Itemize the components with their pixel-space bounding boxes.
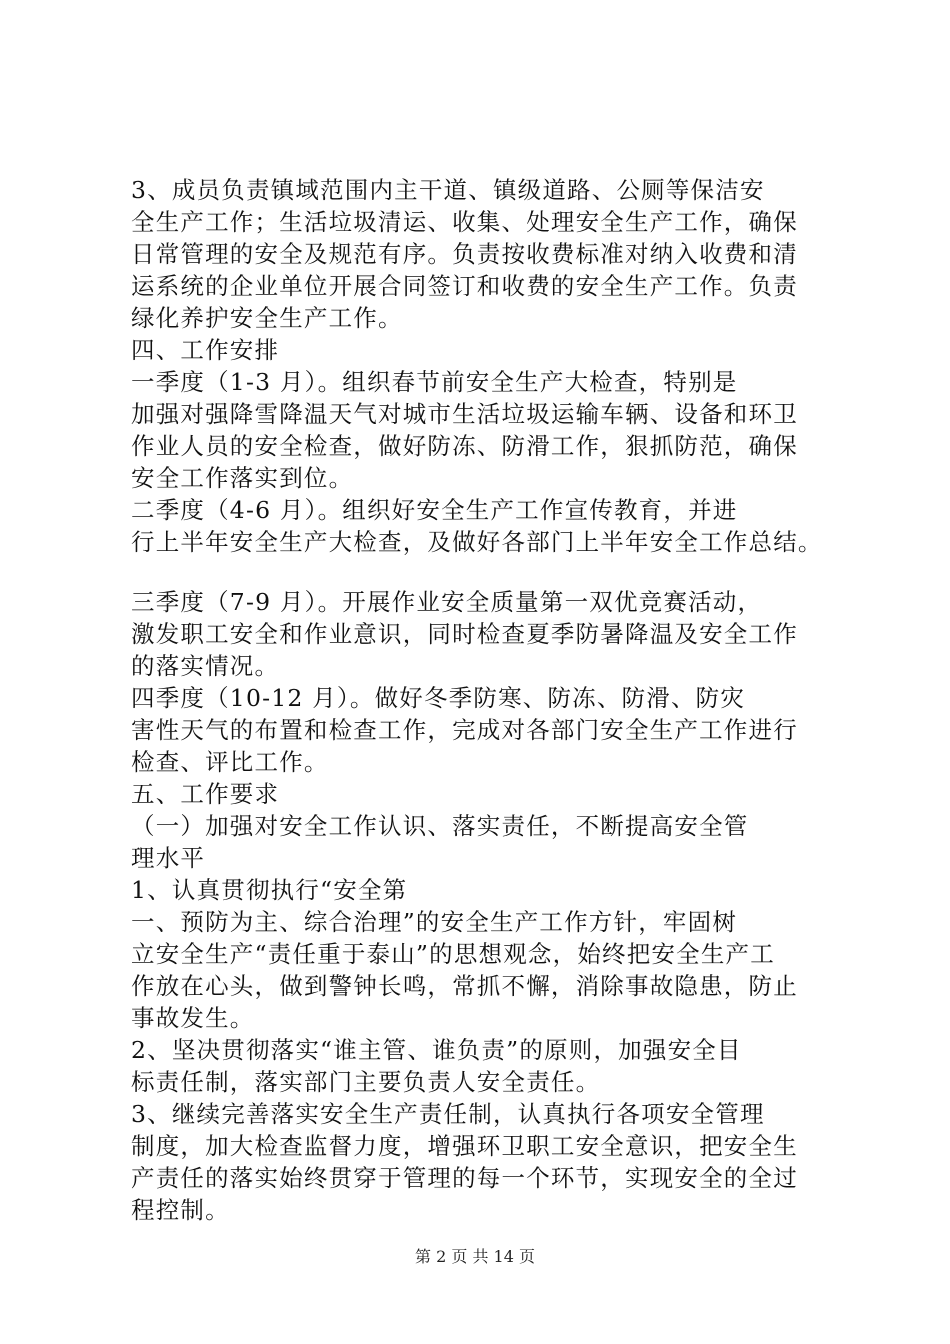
- text-line: 1、认真贯彻执行“安全第: [131, 876, 408, 904]
- text-line: 3、成员负责镇域范围内主干道、镇级道路、公厕等保洁安: [131, 176, 765, 204]
- text-line: 日常管理的安全及规范有序。负责按收费标准对纳入收费和清: [131, 240, 798, 268]
- text-line: 四、工作安排: [131, 336, 280, 364]
- text-line: 二季度（4-6 月）。组织好安全生产工作宣传教育，并进: [131, 496, 738, 524]
- text-line: 立安全生产“责任重于泰山”的思想观念，始终把安全生产工: [131, 940, 775, 968]
- text-line: 激发职工安全和作业意识，同时检查夏季防暑降温及安全工作: [131, 620, 798, 648]
- text-line: （一）加强对安全工作认识、落实责任，不断提高安全管: [131, 812, 749, 840]
- text-line: 2、坚决贯彻落实“谁主管、谁负责”的原则，加强安全目: [131, 1036, 742, 1064]
- text-line: 作放在心头，做到警钟长鸣，常抓不懈，消除事故隐患，防止: [131, 972, 798, 1000]
- text-line: 加强对强降雪降温天气对城市生活垃圾运输车辆、设备和环卫: [131, 400, 798, 428]
- text-line: 安全工作落实到位。: [131, 464, 354, 492]
- text-line: 检查、评比工作。: [131, 748, 329, 776]
- text-line: 的落实情况。: [131, 652, 280, 680]
- text-line: 四季度（10-12 月）。做好冬季防寒、防冻、防滑、防灾: [131, 684, 746, 712]
- text-line: 一、预防为主、综合治理”的安全生产工作方针，牢固树: [131, 908, 738, 936]
- text-line: 五、工作要求: [131, 780, 280, 808]
- text-line: 事故发生。: [131, 1004, 255, 1032]
- text-line: 理水平: [131, 844, 206, 872]
- page-footer: 第 2 页 共 14 页: [415, 1247, 535, 1266]
- text-line: 害性天气的布置和检查工作，完成对各部门安全生产工作进行: [131, 716, 798, 744]
- text-line: 运系统的企业单位开展合同签订和收费的安全生产工作。负责: [131, 272, 798, 300]
- text-line: 绿化养护安全生产工作。: [131, 304, 403, 332]
- document-body: [131, 176, 841, 1228]
- text-line: 作业人员的安全检查，做好防冻、防滑工作，狠抓防范，确保: [131, 432, 798, 460]
- blank-line: [131, 560, 841, 588]
- text-line: 制度，加大检查监督力度，增强环卫职工安全意识，把安全生: [131, 1132, 798, 1160]
- text-line: 程控制。: [131, 1196, 230, 1224]
- text-line: 全生产工作；生活垃圾清运、收集、处理安全生产工作，确保: [131, 208, 798, 236]
- text-line: 行上半年安全生产大检查，及做好各部门上半年安全工作总结。: [131, 528, 823, 556]
- text-line: 3、继续完善落实安全生产责任制，认真执行各项安全管理: [131, 1100, 765, 1128]
- text-line: 一季度（1-3 月）。组织春节前安全生产大检查，特别是: [131, 368, 738, 396]
- text-line: 产责任的落实始终贯穿于管理的每一个环节，实现安全的全过: [131, 1164, 798, 1192]
- text-line: 标责任制，落实部门主要负责人安全责任。: [131, 1068, 601, 1096]
- text-line: 三季度（7-9 月）。开展作业安全质量第一双优竞赛活动，: [131, 588, 763, 616]
